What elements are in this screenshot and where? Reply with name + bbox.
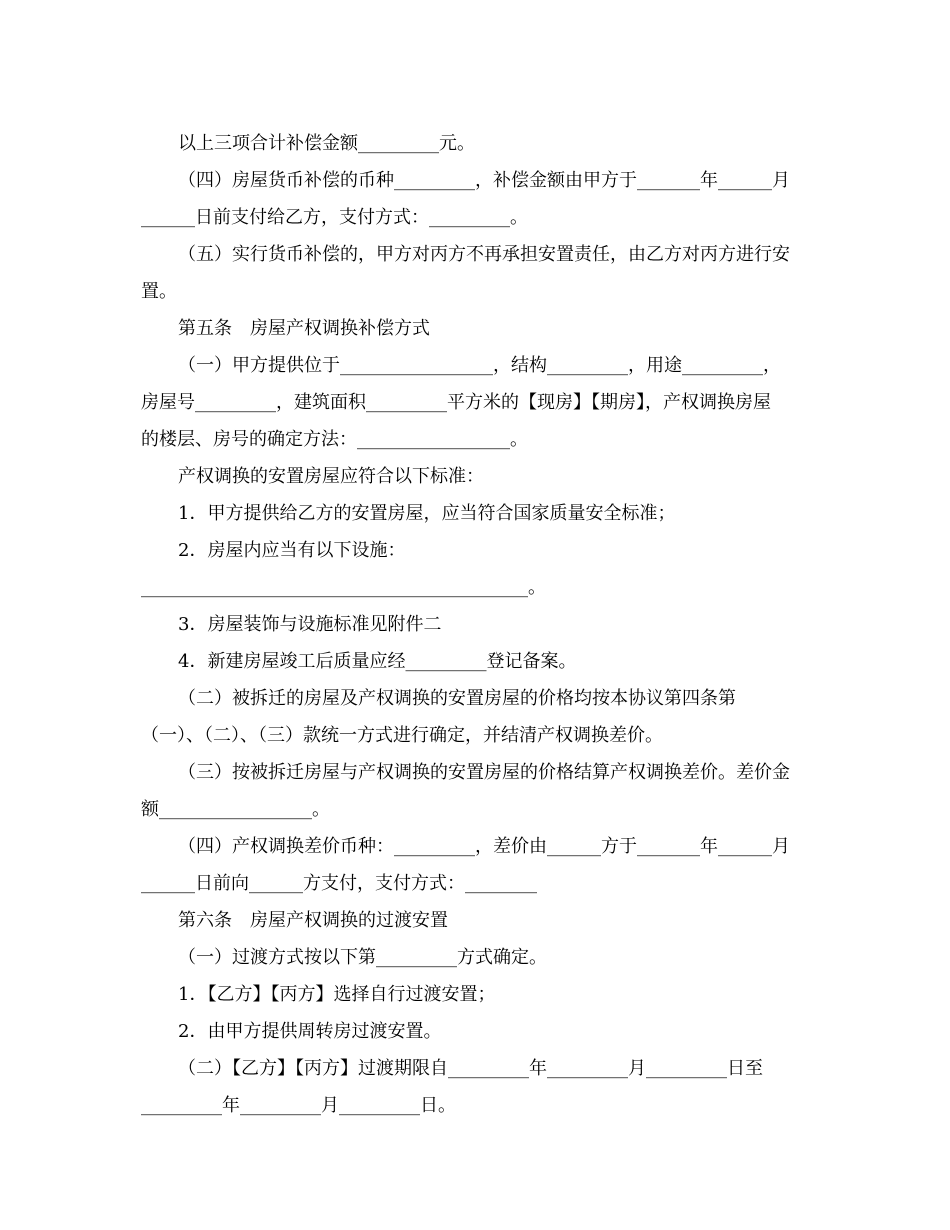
text-line: 3．房屋装饰与设施标准见附件二	[178, 614, 442, 635]
section-heading: 第六条 房屋产权调换的过渡安置	[178, 910, 448, 931]
text-line: （二）被拆迁的房屋及产权调换的安置房屋的价格均按本协议第四条第	[178, 688, 736, 709]
text-line: 产权调换的安置房屋应符合以下标准：	[178, 466, 484, 487]
text-line: （四）产权调换差价币种：_________，差价由______方于_______年______月	[178, 836, 790, 857]
text-line: 4．新建房屋竣工后质量应经_________登记备案。	[178, 651, 577, 672]
text-line: 1．【乙方】【丙方】选择自行过渡安置；	[178, 984, 496, 1005]
text-line: （一）甲方提供位于_________________，结构_________，用途_________，	[178, 355, 781, 376]
text-line: （二）【乙方】【丙方】过渡期限自_________年_________月_________日至	[178, 1058, 763, 1079]
text-line: 置。	[141, 281, 177, 302]
section-heading: 第五条 房屋产权调换补偿方式	[178, 318, 430, 339]
text-line: 房屋号_________，建筑面积_________平方米的【现房】【期房】，产权调换房屋	[141, 392, 771, 413]
text-line: （三）按被拆迁房屋与产权调换的安置房屋的价格结算产权调换差价。差价金	[178, 762, 790, 783]
text-line: （五）实行货币补偿的，甲方对丙方不再承担安置责任，由乙方对丙方进行安	[178, 244, 790, 265]
text-line: 2．由甲方提供周转房过渡安置。	[178, 1021, 442, 1042]
text-line: 1．甲方提供给乙方的安置房屋，应当符合国家质量安全标准；	[178, 503, 676, 524]
text-line: （一）过渡方式按以下第_________方式确定。	[178, 947, 547, 968]
text-line: ______日前支付给乙方，支付方式：_________。	[141, 207, 528, 228]
text-line: ______日前向______方支付，支付方式：________	[141, 873, 537, 894]
text-line: （四）房屋货币补偿的币种_________，补偿金额由甲方于_______年______月	[178, 170, 790, 191]
text-line: 以上三项合计补偿金额_________元。	[178, 133, 475, 154]
text-line: 额_________________。	[141, 799, 330, 820]
text-line: _________年_________月_________日。	[141, 1095, 456, 1116]
text-line: ___________________________________________。	[141, 577, 546, 598]
text-line: 的楼层、房号的确定方法：_________________。	[141, 429, 528, 450]
text-line: （一）、（二）、（三）款统一方式进行确定，并结清产权调换差价。	[141, 725, 663, 746]
text-line: 2．房屋内应当有以下设施：	[178, 540, 406, 561]
